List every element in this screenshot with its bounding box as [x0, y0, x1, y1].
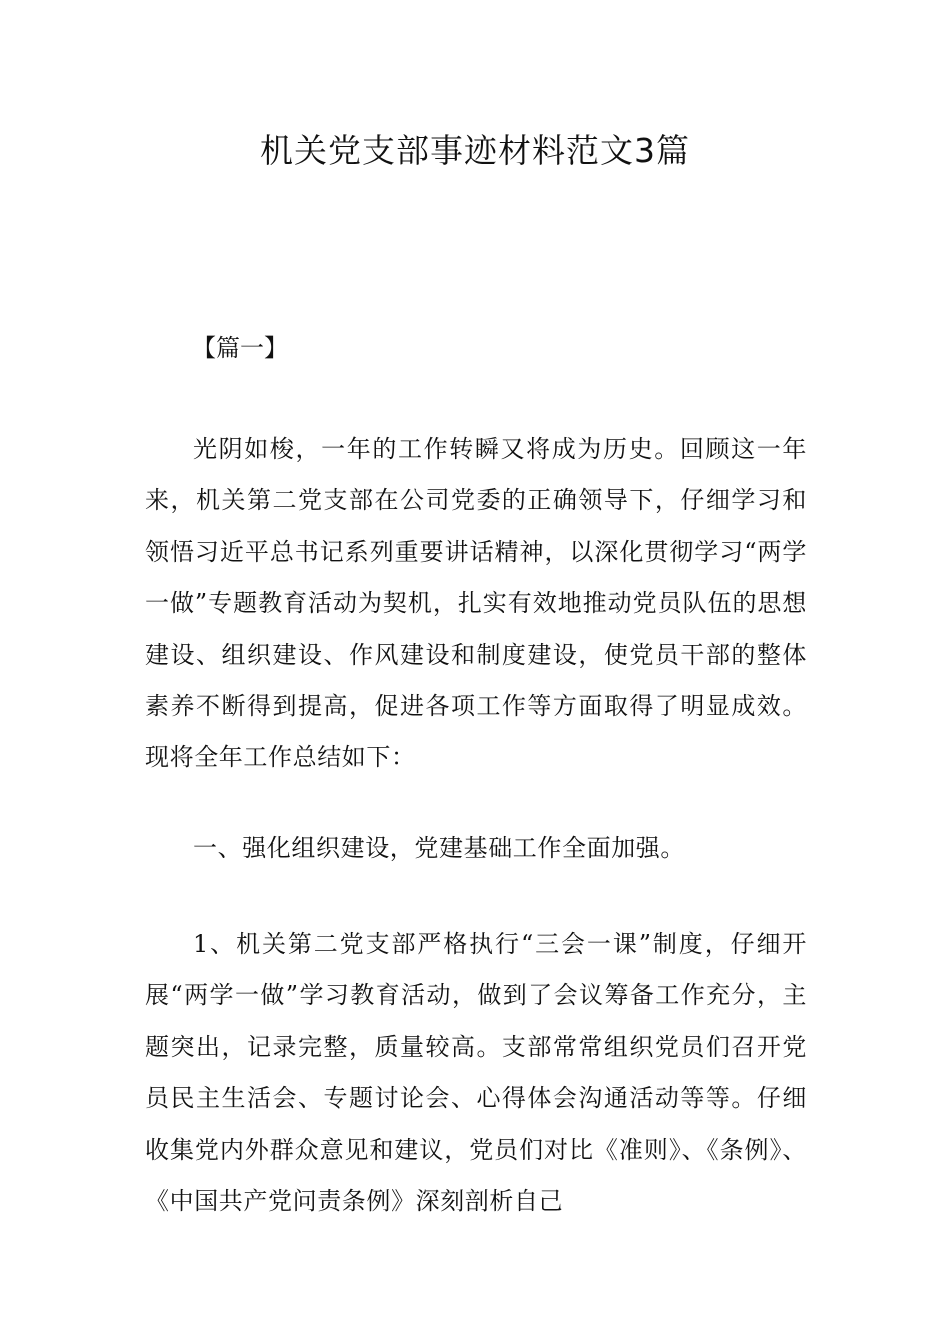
paragraph-heading-1: 一、强化组织建设，党建基础工作全面加强。	[193, 834, 685, 862]
paragraph-intro: 光阴如梭，一年的工作转瞬又将成为历史。回顾这一年来，机关第二党支部在公司党委的正确领导下，仔细学习和领悟习近平总书记系列重要讲话精神，以深化贯彻学习“两学一做”专题教育活动为契机，扎实有效地推动党员队伍的思想建设、组织建设、作风建设和制度建设，使党员干部的整体素养不断得到提高，促进各项工作等方面取得了明显成效。现将全年工作总结如下：	[145, 435, 807, 772]
section-label: 【篇一】	[192, 334, 288, 362]
paragraph-item-1: 1、机关第二党支部严格执行“三会一课”制度，仔细开展“两学一做”学习教育活动，做到了会议筹备工作充分，主题突出，记录完整，质量较高。支部常常组织党员们召开党员民主生活会、专题讨论会、心得体会沟通活动等等。仔细收集党内外群众意见和建议，党员们对比《准则》、《条例》、《中国共产党问责条例》深刻剖析自己	[145, 930, 807, 1216]
document-title: 机关党支部事迹材料范文3篇	[260, 131, 690, 170]
